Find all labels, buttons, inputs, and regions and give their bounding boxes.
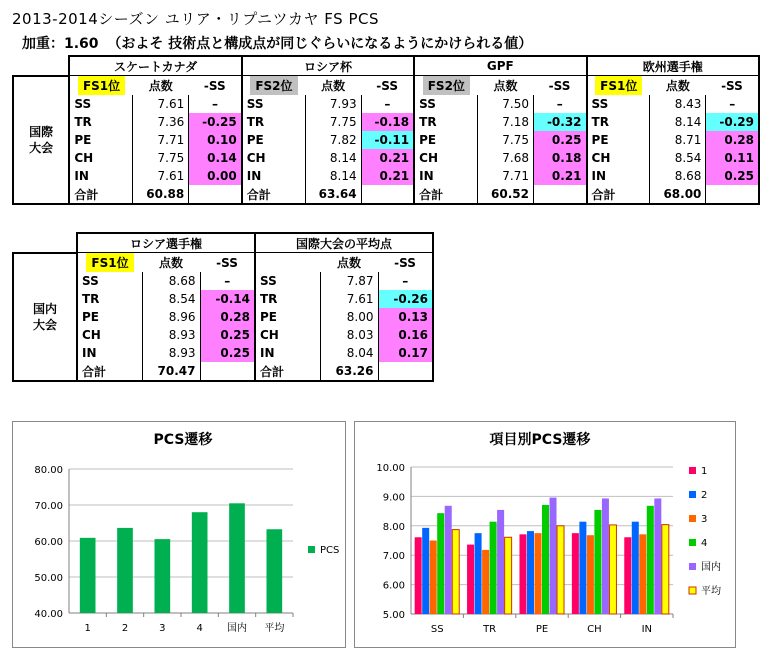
bar-4-IN (647, 506, 654, 614)
rank-badge: FS1位 (86, 253, 133, 272)
bar-1-IN (624, 537, 631, 614)
total-value: 70.47 (142, 362, 200, 381)
diff-value: 0.13 (378, 308, 433, 326)
item-name: TR (414, 113, 477, 131)
bar-2-PE (527, 531, 534, 614)
x-tick-label: 1 (84, 623, 91, 634)
bar-1-SS (415, 537, 422, 614)
bar-1-CH (572, 533, 579, 614)
score-value: 7.87 (320, 272, 378, 290)
item-name: CH (242, 149, 305, 167)
diff-value: 0.25 (200, 344, 255, 362)
item-name: SS (414, 95, 477, 113)
rank-badge: FS1位 (595, 76, 642, 95)
diff-header: -SS (189, 76, 242, 96)
legend-label: 4 (701, 538, 708, 549)
score-value: 8.93 (142, 326, 200, 344)
legend-label: PCS (320, 545, 340, 556)
diff-value: – (200, 272, 255, 290)
diff-value: 0.21 (534, 167, 587, 185)
legend-label: 1 (701, 466, 708, 477)
diff-value: -0.29 (706, 113, 759, 131)
item-name: SS (242, 95, 305, 113)
item-name: IN (414, 167, 477, 185)
diff-value: – (189, 95, 242, 113)
item-name: PE (414, 131, 477, 149)
score-value: 7.71 (478, 167, 534, 185)
y-tick-label: 5.00 (382, 610, 405, 621)
bar-3-CH (587, 535, 594, 614)
diff-value: 0.25 (706, 167, 759, 185)
y-tick-label: 7.00 (382, 551, 405, 563)
score-value: 8.54 (650, 149, 706, 167)
diff-value: -0.18 (361, 113, 414, 131)
score-value: 7.61 (133, 167, 189, 185)
item-name: IN (587, 167, 650, 185)
x-tick-label: IN (641, 624, 653, 635)
score-value: 7.61 (320, 290, 378, 308)
bar-PCS-2 (117, 528, 133, 613)
total-blank (534, 185, 587, 204)
score-value: 7.50 (478, 95, 534, 113)
pcs-trend-chart-panel (12, 421, 346, 648)
x-tick-label: 3 (159, 623, 166, 634)
legend-label: 平均 (701, 586, 721, 597)
legend-swatch (689, 491, 696, 498)
item-name: CH (414, 149, 477, 167)
diff-value: – (361, 95, 414, 113)
rank-badge: FS2位 (250, 76, 297, 95)
diff-value: 0.21 (361, 167, 414, 185)
item-name: TR (77, 290, 142, 308)
diff-value: 0.18 (534, 149, 587, 167)
score-value: 8.68 (650, 167, 706, 185)
bar-4-PE (542, 505, 549, 614)
rank-badge: FS2位 (423, 76, 470, 95)
x-tick-label: 4 (196, 623, 203, 634)
x-tick-label: PE (535, 624, 549, 635)
event-name: 国際大会の平均点 (255, 233, 433, 253)
diff-value: 0.16 (378, 326, 433, 344)
item-name: TR (255, 290, 320, 308)
score-value: 8.03 (320, 326, 378, 344)
diff-value: 0.25 (200, 326, 255, 344)
score-value: 7.36 (133, 113, 189, 131)
score-header: 点数 (493, 79, 518, 93)
bar-平均-TR (505, 537, 512, 614)
bar-国内-CH (602, 498, 609, 614)
item-name: CH (69, 149, 132, 167)
score-header: 点数 (148, 79, 173, 93)
diff-value: 0.10 (189, 131, 242, 149)
bar-PCS-4 (192, 512, 208, 613)
score-header: 点数 (321, 79, 346, 93)
item-name: PE (255, 308, 320, 326)
bar-3-TR (482, 550, 489, 614)
item-name: PE (587, 131, 650, 149)
total-label: 合計 (255, 362, 320, 381)
rank-cell (587, 76, 650, 96)
legend-swatch (689, 587, 696, 594)
score-value: 7.75 (305, 113, 361, 131)
x-tick-label: SS (430, 624, 444, 635)
item-name: TR (587, 113, 650, 131)
bar-3-SS (430, 541, 437, 615)
table-corner (13, 56, 69, 76)
item-name: IN (69, 167, 132, 185)
event-name: GPF (414, 56, 586, 76)
total-value: 63.26 (320, 362, 378, 381)
rank-cell (69, 76, 132, 96)
bar-4-SS (437, 513, 444, 614)
score-value: 8.04 (320, 344, 378, 362)
score-header: 点数 (336, 256, 361, 270)
diff-value: 0.25 (534, 131, 587, 149)
bar-国内-TR (497, 510, 504, 614)
bar-4-TR (490, 522, 497, 614)
diff-value: 0.21 (361, 149, 414, 167)
bar-2-SS (422, 528, 429, 614)
item-name: SS (255, 272, 320, 290)
y-tick-label: 40.00 (34, 609, 63, 620)
score-value: 8.96 (142, 308, 200, 326)
table-corner (13, 233, 77, 253)
score-value: 8.54 (142, 290, 200, 308)
total-label: 合計 (414, 185, 477, 204)
bar-平均-IN (662, 525, 669, 614)
diff-value: 0.00 (189, 167, 242, 185)
bar-平均-PE (557, 526, 564, 614)
item-name: SS (69, 95, 132, 113)
chart-title: PCS遷移 (153, 432, 213, 448)
y-tick-label: 50.00 (34, 573, 63, 584)
bar-PCS-国内 (229, 503, 245, 613)
item-name: PE (77, 308, 142, 326)
chart-title: 項目別PCS遷移 (489, 432, 591, 448)
total-value: 68.00 (650, 185, 706, 204)
section-label: 国内 大会 (13, 253, 77, 382)
diff-value: 0.28 (706, 131, 759, 149)
score-value: 8.14 (305, 149, 361, 167)
legend-swatch (689, 515, 696, 522)
x-tick-label: TR (483, 624, 497, 635)
diff-value: -0.14 (200, 290, 255, 308)
x-tick-label: 平均 (264, 623, 285, 634)
total-blank (706, 185, 759, 204)
page-title: 2013-2014シーズン ユリア・リプニツカヤ FS PCS (12, 10, 379, 28)
score-value: 8.14 (650, 113, 706, 131)
rank-cell (77, 253, 142, 273)
diff-value: – (706, 95, 759, 113)
bar-PCS-3 (154, 539, 170, 613)
total-blank (189, 185, 242, 204)
total-label: 合計 (587, 185, 650, 204)
score-value: 7.75 (478, 131, 534, 149)
bar-4-CH (594, 510, 601, 614)
weight-label: 加重：1.60 (22, 36, 99, 52)
total-value: 63.64 (305, 185, 361, 204)
score-value: 7.18 (478, 113, 534, 131)
score-value: 7.68 (478, 149, 534, 167)
score-value: 8.43 (650, 95, 706, 113)
legend-swatch (689, 467, 696, 474)
total-value: 60.88 (133, 185, 189, 204)
total-blank (378, 362, 433, 381)
score-value: 8.14 (305, 167, 361, 185)
diff-value: 0.17 (378, 344, 433, 362)
bar-1-TR (467, 545, 474, 614)
item-name: IN (77, 344, 142, 362)
item-name: PE (69, 131, 132, 149)
bar-3-IN (639, 534, 646, 614)
y-tick-label: 80.00 (34, 465, 63, 476)
weight-note: （およそ 技術点と構成点が同じぐらいになるようにかけられる値） (107, 36, 533, 52)
legend-label: 3 (701, 514, 708, 525)
total-label: 合計 (77, 362, 142, 381)
diff-header: -SS (534, 76, 587, 96)
bar-平均-CH (609, 525, 616, 614)
total-label: 合計 (242, 185, 305, 204)
item-name: IN (242, 167, 305, 185)
diff-value: -0.11 (361, 131, 414, 149)
item-name: CH (587, 149, 650, 167)
diff-value: – (378, 272, 433, 290)
rank-cell (255, 253, 320, 273)
y-tick-label: 70.00 (34, 501, 63, 512)
total-label: 合計 (69, 185, 132, 204)
domestic-table (12, 232, 434, 382)
y-tick-label: 9.00 (382, 492, 405, 504)
item-name: CH (255, 326, 320, 344)
item-trend-chart-panel (354, 421, 736, 648)
diff-value: 0.14 (189, 149, 242, 167)
diff-value: 0.11 (706, 149, 759, 167)
item-name: IN (255, 344, 320, 362)
total-blank (361, 185, 414, 204)
y-tick-label: 8.00 (382, 521, 405, 533)
diff-header: -SS (706, 76, 759, 96)
y-tick-label: 10.00 (376, 463, 405, 474)
y-tick-label: 6.00 (382, 580, 405, 592)
score-header: 点数 (665, 79, 690, 93)
event-name: スケートカナダ (69, 56, 241, 76)
bar-2-TR (475, 533, 482, 614)
bar-3-PE (534, 533, 541, 614)
bar-PCS-1 (80, 538, 96, 613)
item-name: CH (77, 326, 142, 344)
score-header: 点数 (158, 256, 183, 270)
international-table (12, 55, 760, 205)
diff-header: -SS (200, 253, 255, 273)
diff-value: – (534, 95, 587, 113)
item-name: SS (77, 272, 142, 290)
bar-1-PE (519, 534, 526, 614)
score-value: 8.93 (142, 344, 200, 362)
item-trend-chart (355, 422, 735, 647)
score-value: 8.71 (650, 131, 706, 149)
bar-国内-PE (550, 498, 557, 614)
diff-value: 0.28 (200, 308, 255, 326)
bar-平均-SS (452, 530, 459, 614)
event-name: ロシア杯 (242, 56, 414, 76)
diff-header: -SS (378, 253, 433, 273)
item-name: PE (242, 131, 305, 149)
diff-value: -0.26 (378, 290, 433, 308)
bar-2-CH (579, 522, 586, 614)
score-value: 7.75 (133, 149, 189, 167)
pcs-trend-chart (13, 422, 345, 647)
x-tick-label: 2 (121, 623, 129, 634)
score-value: 8.00 (320, 308, 378, 326)
score-value: 8.68 (142, 272, 200, 290)
y-tick-label: 60.00 (34, 537, 63, 548)
item-name: TR (69, 113, 132, 131)
legend-swatch (689, 563, 696, 570)
diff-header: -SS (361, 76, 414, 96)
bar-国内-SS (445, 506, 452, 614)
legend-swatch (308, 546, 315, 553)
total-blank (200, 362, 255, 381)
score-value: 7.71 (133, 131, 189, 149)
legend-label: 国内 (701, 562, 721, 573)
x-tick-label: 国内 (227, 623, 247, 634)
page-subtitle (22, 33, 536, 53)
score-value: 7.82 (305, 131, 361, 149)
bar-国内-IN (654, 498, 661, 614)
diff-value: -0.25 (189, 113, 242, 131)
legend-swatch (689, 539, 696, 546)
section-label: 国際 大会 (13, 76, 69, 205)
item-name: SS (587, 95, 650, 113)
score-value: 7.93 (305, 95, 361, 113)
rank-cell (242, 76, 305, 96)
item-name: TR (242, 113, 305, 131)
bar-PCS-平均 (266, 529, 282, 613)
bar-2-IN (632, 522, 639, 614)
rank-cell (414, 76, 477, 96)
event-name: ロシア選手権 (77, 233, 255, 253)
total-value: 60.52 (478, 185, 534, 204)
legend-label: 2 (701, 490, 708, 501)
score-value: 7.61 (133, 95, 189, 113)
x-tick-label: CH (587, 624, 602, 635)
diff-value: -0.32 (534, 113, 587, 131)
event-name: 欧州選手権 (587, 56, 759, 76)
rank-badge: FS1位 (78, 76, 125, 95)
